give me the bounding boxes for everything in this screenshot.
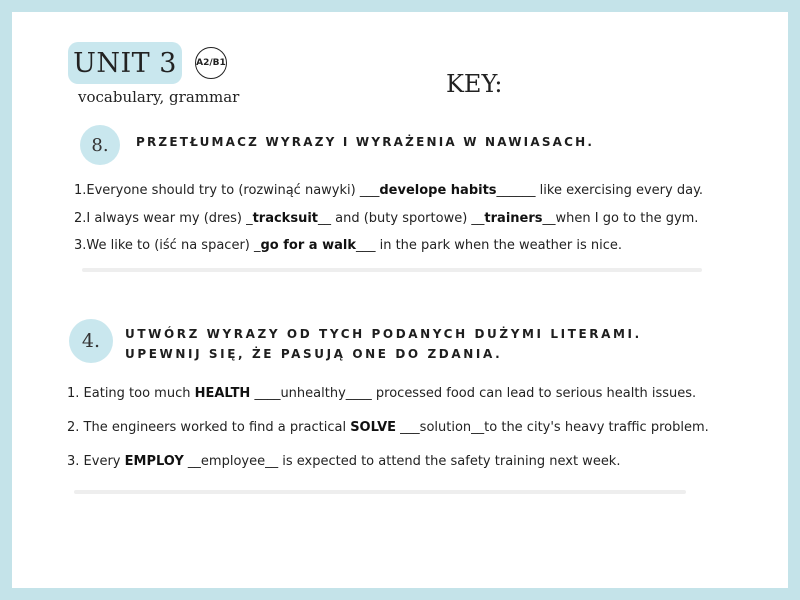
exercise-item [74,211,698,226]
item-text: __ and (buty sportowe) __ [318,211,485,226]
item-text: ______ like exercising every day. [496,183,704,198]
exercise-number: 8. [80,125,120,165]
item-answer: trainers [484,211,543,226]
item-answer: go for a walk [260,238,356,253]
exercise-item [74,183,703,198]
key-label: KEY: [446,70,503,98]
item-keyword: EMPLOY [124,454,184,469]
item-text: ___ in the park when the weather is nice. [355,238,623,253]
item-text: 2.I always wear my (dres) _ [74,211,253,226]
item-answer: tracksuit [252,211,318,226]
exercise-number: 4. [69,319,113,363]
exercise-instruction: PRZETŁUMACZ WYRAZY I WYRAŻENIA W NAWIASACH. [136,135,595,149]
item-text: 3.We like to (iść na spacer) _ [74,238,261,253]
exercise-item [67,386,696,401]
unit-title: UNIT 3 [68,42,182,84]
exercise-item [67,420,709,435]
item-text: ___solution__to the city's heavy traffic problem. [396,420,709,435]
item-text: 1. Eating too much [67,386,195,401]
item-answer: develope habits [379,183,497,198]
unit-subtitle: vocabulary, grammar [78,88,240,106]
item-keyword: SOLVE [350,420,397,435]
item-text: ____unhealthy____ processed food can lead to serious health issues. [250,386,697,401]
item-text: 3. Every [67,454,125,469]
worksheet-page [12,12,788,588]
faded-line [74,490,686,494]
item-keyword: HEALTH [194,386,251,401]
level-badge: A2/B1 [195,47,227,79]
item-text: 1.Everyone should try to (rozwinąć nawyki) ___ [74,183,380,198]
exercise-item [74,238,622,253]
exercise-instruction: UTWÓRZ WYRAZY OD TYCH PODANYCH DUŻYMI LITERAMI. UPEWNIJ SIĘ, ŻE PASUJĄ ONE DO ZDANIA. [125,327,642,361]
faded-line [82,268,702,272]
item-text: __when I go to the gym. [542,211,699,226]
exercise-item [67,454,620,469]
item-text: __employee__ is expected to attend the safety training next week. [183,454,621,469]
item-text: 2. The engineers worked to find a practical [67,420,351,435]
